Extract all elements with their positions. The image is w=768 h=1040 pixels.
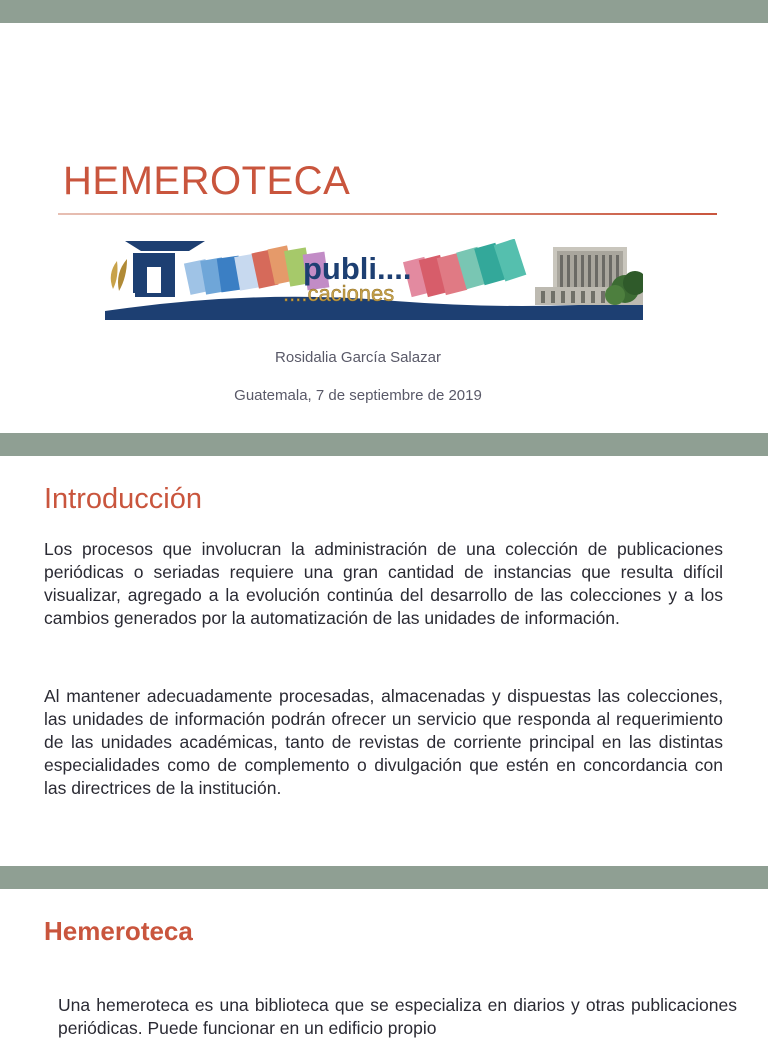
slide-separator [0,866,768,889]
slide-title: HEMEROTECA [63,159,351,203]
publicaciones-banner-image [105,239,643,320]
presentation-date: Guatemala, 7 de septiembre de 2019 [234,387,482,404]
slide-separator-top [0,0,768,23]
banner-word-caciones: ....caciones [283,281,395,306]
library-building-image [535,247,643,305]
hemeroteca-heading: Hemeroteca [44,916,193,946]
author-name: Rosidalia García Salazar [275,349,441,366]
wheat-leaf-icon [111,259,127,291]
introduction-paragraph: Los procesos que involucran la administración de una colección de publicaciones periódicas o seriadas requiere una gran cantidad de instancias que resulta difícil visualizar, agregado a la evolución continúa del desarrollo de las colecciones y a los cambios generados por la automatización de las unidades de información. [44,539,723,628]
introduction-slide [0,456,768,866]
title-underline [58,213,717,215]
slide-separator [0,433,768,456]
introduction-paragraph: Al mantener adecuadamente procesadas, almacenadas y dispuestas las colecciones, las unidades de información podrán ofrecer un servicio que responda al requerimiento de las unidades académicas, tanto de revistas de corriente principal en las distintas especialidades como de complemento o divulgación que estén en concordancia con las directrices de la institución. [44,686,723,798]
hemeroteca-slide [0,889,768,1038]
banner-word-publi: publi.... [303,251,412,286]
hemeroteca-paragraph: Una hemeroteca es una biblioteca que se especializa en diarios y otras publicaciones periódicas. Puede funcionar en un edificio propio [58,995,737,1038]
introduction-heading: Introducción [44,483,202,515]
title-slide [0,23,768,433]
